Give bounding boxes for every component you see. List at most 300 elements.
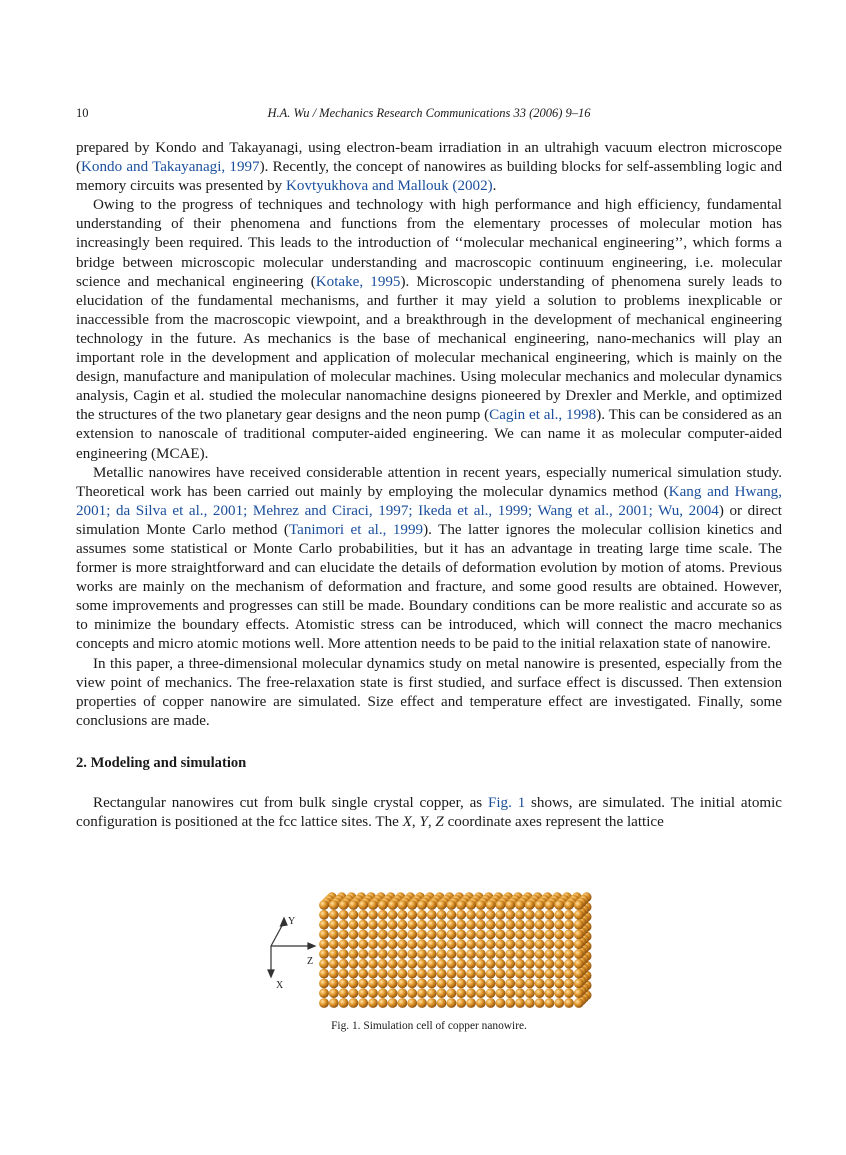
copper-atom	[447, 988, 457, 998]
copper-atom	[358, 939, 368, 949]
copper-atom	[388, 900, 398, 910]
copper-atom	[466, 939, 476, 949]
text-run: ,	[411, 814, 420, 831]
citation-link[interactable]: Kang and Hwang, 2001; da Silva et al., 2001; Mehrez and Ciraci, 1997; Ikeda et al., 1999; Wang et al., 2001; Wu, 2004	[76, 483, 783, 519]
copper-atom	[358, 988, 368, 998]
copper-atom	[339, 959, 349, 969]
copper-atom	[466, 900, 476, 910]
copper-atom	[545, 920, 555, 930]
copper-atom	[319, 920, 329, 930]
copper-atom	[378, 920, 388, 930]
copper-atom	[388, 988, 398, 998]
copper-atom	[319, 969, 329, 979]
copper-atom	[515, 998, 525, 1008]
copper-atom	[427, 949, 437, 959]
copper-atom	[564, 910, 574, 920]
copper-atom	[515, 910, 525, 920]
copper-atom	[525, 949, 535, 959]
copper-atom	[339, 988, 349, 998]
copper-atom	[564, 920, 574, 930]
copper-atom	[447, 939, 457, 949]
copper-atom	[515, 979, 525, 989]
copper-atom	[535, 959, 545, 969]
copper-atom	[505, 920, 515, 930]
copper-atom	[456, 969, 466, 979]
copper-atom	[525, 998, 535, 1008]
copper-atom	[398, 988, 408, 998]
copper-atom	[388, 969, 398, 979]
copper-atom	[496, 930, 506, 940]
copper-atom	[564, 998, 574, 1008]
copper-atom	[486, 900, 496, 910]
copper-atom	[407, 988, 417, 998]
copper-atom	[476, 979, 486, 989]
copper-atom	[535, 939, 545, 949]
copper-atom	[466, 910, 476, 920]
copper-atom	[515, 988, 525, 998]
copper-atom	[525, 979, 535, 989]
copper-atom	[525, 920, 535, 930]
citation-link[interactable]: Cagin et al., 1998	[489, 407, 597, 424]
copper-atom	[525, 910, 535, 920]
citation-link[interactable]: Kovtyukhova and Mallouk (2002)	[286, 178, 493, 195]
copper-atom	[368, 998, 378, 1008]
copper-atom	[554, 930, 564, 940]
copper-atom	[574, 969, 584, 979]
copper-atom	[447, 949, 457, 959]
figure-1	[260, 888, 600, 1013]
x-axis-arrowhead	[268, 970, 274, 977]
copper-atom	[554, 939, 564, 949]
copper-atom	[505, 930, 515, 940]
copper-atom	[447, 969, 457, 979]
copper-atom	[574, 910, 584, 920]
copper-atom	[368, 959, 378, 969]
intro-paragraphs	[76, 139, 782, 731]
copper-atom	[417, 920, 427, 930]
copper-atom	[476, 988, 486, 998]
copper-atom	[486, 959, 496, 969]
copper-atom	[339, 920, 349, 930]
copper-atom	[329, 979, 339, 989]
copper-atom	[447, 979, 457, 989]
copper-atom	[496, 939, 506, 949]
paragraph	[76, 139, 782, 196]
copper-atom	[358, 900, 368, 910]
copper-atom	[476, 930, 486, 940]
copper-atom	[554, 998, 564, 1008]
copper-atom	[388, 998, 398, 1008]
copper-atom	[378, 998, 388, 1008]
figure-caption: Fig. 1. Simulation cell of copper nanowire.	[331, 1020, 527, 1032]
copper-atom	[574, 949, 584, 959]
copper-atom	[378, 969, 388, 979]
nanowire-illustration	[260, 888, 600, 1013]
copper-atom	[378, 988, 388, 998]
copper-atom	[447, 959, 457, 969]
copper-atom	[319, 949, 329, 959]
copper-atom	[319, 979, 329, 989]
copper-atom	[456, 949, 466, 959]
copper-atom	[564, 969, 574, 979]
copper-atom	[339, 900, 349, 910]
copper-atom	[564, 930, 574, 940]
copper-atom	[417, 949, 427, 959]
copper-atom	[329, 959, 339, 969]
copper-atom	[398, 910, 408, 920]
copper-atom	[515, 900, 525, 910]
copper-atom	[339, 910, 349, 920]
copper-atom	[476, 998, 486, 1008]
copper-atom	[437, 920, 447, 930]
copper-atom	[447, 930, 457, 940]
copper-atom	[476, 939, 486, 949]
copper-atom	[339, 939, 349, 949]
copper-atom	[545, 959, 555, 969]
copper-atom	[427, 910, 437, 920]
copper-atom	[486, 988, 496, 998]
copper-atom	[486, 949, 496, 959]
copper-atom	[349, 900, 359, 910]
copper-atom	[378, 979, 388, 989]
copper-atom	[437, 910, 447, 920]
copper-atom	[427, 930, 437, 940]
text-run: Rectangular nanowires cut from bulk single crystal copper, as	[93, 795, 488, 811]
copper-atom	[388, 910, 398, 920]
copper-atom	[525, 988, 535, 998]
copper-atom	[466, 988, 476, 998]
copper-atom	[535, 979, 545, 989]
copper-atom	[447, 998, 457, 1008]
copper-atom	[407, 949, 417, 959]
copper-atom	[417, 959, 427, 969]
copper-atom	[349, 998, 359, 1008]
copper-atom	[358, 930, 368, 940]
copper-atom	[496, 969, 506, 979]
y-axis-arrowhead	[281, 918, 288, 926]
copper-atom	[486, 910, 496, 920]
italic-text: Y	[419, 814, 428, 831]
copper-atom	[358, 979, 368, 989]
copper-atom	[535, 900, 545, 910]
copper-atom	[525, 969, 535, 979]
copper-atom	[515, 959, 525, 969]
copper-atom	[476, 910, 486, 920]
paragraph	[76, 464, 782, 655]
copper-atom	[349, 920, 359, 930]
copper-atom	[535, 969, 545, 979]
copper-atom	[574, 998, 584, 1008]
text-run: .	[492, 178, 497, 195]
page-number: 10	[76, 106, 89, 120]
copper-atom	[515, 969, 525, 979]
copper-atom	[329, 910, 339, 920]
copper-atom	[378, 939, 388, 949]
copper-atom	[368, 949, 378, 959]
copper-atom	[388, 930, 398, 940]
copper-atom	[407, 910, 417, 920]
page-header	[76, 106, 782, 124]
copper-atom	[466, 949, 476, 959]
copper-atom	[456, 979, 466, 989]
text-run: ). The latter ignores the molecular collision kinetics and assumes some statistical or Monte Carlo probabilities, but it has an advantage in treating large time scale. The former is more straightforward and can elucidate the details of deformation evolution by motion of atoms. Previous works are mainly on the mechanism of deformation and fracture, and some good results are obtained. However, some improvements and progresses can still be made. Boundary conditions can be more realistic and accurate so as to minimize the boundary effects. Atomistic stress can be introduced, which will connect the macro mechanics concepts and micro atomic motions well. More attention needs to be paid to the initial relaxation state of nanowire.	[76, 521, 782, 653]
text-run: ). Recently, the concept of nanowires as building blocks for self-assembling logic and memory circuits was presented by	[76, 159, 782, 195]
copper-atom	[437, 900, 447, 910]
copper-atom	[437, 988, 447, 998]
text-run: prepared by Kondo and Takayanagi, using electron-beam irradiation in an ultrahigh vacuum electron microscope (	[76, 140, 782, 176]
copper-atom	[437, 949, 447, 959]
copper-atom	[417, 910, 427, 920]
copper-atom	[525, 930, 535, 940]
copper-atom	[427, 939, 437, 949]
copper-atom	[329, 969, 339, 979]
copper-atom	[456, 900, 466, 910]
copper-atom	[388, 949, 398, 959]
section-title: 2. Modeling and simulation	[76, 754, 247, 771]
copper-atom	[398, 998, 408, 1008]
copper-atom	[417, 988, 427, 998]
copper-atom	[564, 979, 574, 989]
copper-atom	[319, 988, 329, 998]
paragraph	[76, 655, 782, 731]
copper-atom	[398, 959, 408, 969]
copper-atom	[486, 939, 496, 949]
copper-atom	[564, 939, 574, 949]
copper-atom	[456, 959, 466, 969]
copper-atom	[535, 920, 545, 930]
copper-atom	[466, 930, 476, 940]
y-axis-label: Y	[288, 916, 296, 927]
copper-atom	[486, 969, 496, 979]
text-run: ,	[427, 814, 436, 831]
copper-atom	[368, 900, 378, 910]
copper-atom	[505, 979, 515, 989]
copper-atom	[505, 959, 515, 969]
copper-atom	[476, 959, 486, 969]
copper-atom	[505, 900, 515, 910]
copper-atom	[545, 979, 555, 989]
copper-atom	[388, 939, 398, 949]
copper-atom	[378, 900, 388, 910]
copper-atom	[349, 959, 359, 969]
copper-atom	[319, 959, 329, 969]
copper-atom	[496, 979, 506, 989]
copper-atom	[515, 939, 525, 949]
copper-atom	[329, 900, 339, 910]
copper-atom	[456, 939, 466, 949]
copper-atom	[319, 939, 329, 949]
copper-atom	[349, 988, 359, 998]
copper-atom	[574, 930, 584, 940]
copper-atom	[525, 939, 535, 949]
copper-atom	[427, 998, 437, 1008]
copper-atom	[407, 959, 417, 969]
copper-atom	[388, 920, 398, 930]
copper-atom	[407, 900, 417, 910]
copper-atom	[496, 900, 506, 910]
copper-atom	[329, 998, 339, 1008]
section-paragraph	[76, 794, 782, 832]
copper-atom	[535, 988, 545, 998]
copper-atom	[447, 910, 457, 920]
copper-atom	[515, 920, 525, 930]
copper-atom	[329, 949, 339, 959]
copper-atom	[515, 949, 525, 959]
copper-atom	[417, 900, 427, 910]
copper-atom	[535, 910, 545, 920]
copper-atom	[427, 988, 437, 998]
copper-atom	[535, 949, 545, 959]
copper-atom	[554, 959, 564, 969]
copper-atom	[319, 930, 329, 940]
citation-link[interactable]: Kondo and Takayanagi, 1997	[81, 159, 260, 176]
copper-atom	[447, 900, 457, 910]
text-run: ) or direct simulation Monte Carlo method (	[76, 502, 782, 538]
citation-link[interactable]: Tanimori et al., 1999	[288, 521, 424, 538]
text-run: Owing to the progress of techniques and technology with high performance and high efficiency, fundamental understanding of their phenomena and functions from the elementary processes of molecular motion has increasingly been required. This leads to the introduction of ‘‘molecular mechanical engineering’’, which forms a bridge between microscopic molecular understanding and macroscopic continuum engineering, i.e. molecular science and mechanical engineering (	[76, 197, 782, 290]
text-run: coordinate axes represent the lattice	[443, 814, 664, 831]
copper-atom	[368, 930, 378, 940]
copper-atom	[525, 959, 535, 969]
copper-atom	[329, 930, 339, 940]
copper-atom	[554, 969, 564, 979]
copper-atom	[505, 988, 515, 998]
copper-atom	[505, 949, 515, 959]
copper-atom	[407, 939, 417, 949]
copper-atom	[398, 930, 408, 940]
copper-atom	[456, 998, 466, 1008]
copper-atom	[496, 910, 506, 920]
copper-atom	[388, 959, 398, 969]
copper-atom	[456, 920, 466, 930]
copper-atom	[515, 930, 525, 940]
copper-atom	[398, 900, 408, 910]
copper-atom	[564, 900, 574, 910]
copper-atom	[486, 930, 496, 940]
copper-atom	[339, 969, 349, 979]
copper-atom	[437, 959, 447, 969]
citation-link[interactable]: Kotake, 1995	[315, 273, 401, 290]
copper-atom	[427, 920, 437, 930]
z-axis-arrowhead	[308, 943, 315, 949]
copper-atom	[564, 959, 574, 969]
copper-atom	[486, 998, 496, 1008]
text-run: Metallic nanowires have received considerable attention in recent years, especially numerical simulation study. Theoretical work has been carried out mainly by employing the molecular dynamics method (	[76, 464, 782, 500]
text-run: In this paper, a three-dimensional molecular dynamics study on metal nanowire is presented, especially from the view point of mechanics. The free-relaxation state is first studied, and surface effect is discussed. Then extension properties of copper nanowire are simulated. Size effect and temperature effect are investigated. Finally, some conclusions are made.	[76, 655, 782, 729]
copper-atom	[545, 900, 555, 910]
copper-atom	[349, 939, 359, 949]
copper-atom	[476, 900, 486, 910]
paragraph	[76, 196, 782, 463]
copper-atom	[339, 979, 349, 989]
copper-atom	[545, 998, 555, 1008]
copper-atom	[437, 998, 447, 1008]
copper-atom	[466, 998, 476, 1008]
copper-atom	[535, 930, 545, 940]
copper-atom	[574, 988, 584, 998]
italic-text: X	[402, 814, 412, 831]
copper-atom	[574, 920, 584, 930]
copper-atom	[407, 920, 417, 930]
copper-atom	[545, 969, 555, 979]
text-run: ). Microscopic understanding of phenomena surely leads to elucidation of the fundamental mechanisms, and further it may yield a solution to problems inexplicable or inaccessible from the macroscopic viewpoint, and a breakthrough in the development of mechanical engineering technology in the future. As mechanics is the base of mechanical engineering, nano-mechanics will play an important role in the development and application of molecular mechanical engineering, which is mainly on the design, manufacture and manipulation of molecular machines. Using molecular mechanics and molecular dynamics analysis, Cagin et al. studied the molecular nanomachine designs pioneered by Drexler and Merkle, and optimized the structures of the two planetary gear designs and the neon pump (	[76, 273, 782, 424]
copper-atom	[574, 900, 584, 910]
copper-atom	[564, 949, 574, 959]
copper-atom	[329, 988, 339, 998]
copper-atom	[378, 959, 388, 969]
copper-atom	[358, 949, 368, 959]
copper-atom	[466, 959, 476, 969]
copper-atom	[554, 910, 564, 920]
copper-atom	[368, 910, 378, 920]
copper-atom	[545, 910, 555, 920]
copper-atom	[505, 910, 515, 920]
copper-atom	[417, 979, 427, 989]
copper-atom	[427, 959, 437, 969]
x-axis-label: X	[276, 980, 284, 991]
copper-atom	[319, 998, 329, 1008]
copper-atom	[545, 988, 555, 998]
copper-atom	[358, 920, 368, 930]
copper-atom	[407, 979, 417, 989]
copper-atom	[398, 939, 408, 949]
copper-atom	[368, 969, 378, 979]
copper-atom	[378, 930, 388, 940]
copper-atom	[388, 979, 398, 989]
copper-atom	[505, 969, 515, 979]
copper-atom	[437, 939, 447, 949]
copper-atom	[378, 949, 388, 959]
copper-atom	[574, 939, 584, 949]
copper-atom	[398, 920, 408, 930]
copper-atom	[456, 910, 466, 920]
copper-atom	[368, 920, 378, 930]
copper-atom	[368, 979, 378, 989]
copper-atom	[358, 910, 368, 920]
copper-atom	[554, 988, 564, 998]
copper-atom	[564, 988, 574, 998]
copper-atom	[427, 979, 437, 989]
copper-atom	[505, 939, 515, 949]
copper-atom	[545, 949, 555, 959]
italic-text: Z	[435, 814, 444, 831]
copper-atom	[427, 969, 437, 979]
copper-atom	[368, 939, 378, 949]
z-axis-label: Z	[307, 956, 314, 967]
text-run: shows, are simulated. The initial atomic configuration is positioned at the fcc lattice sites. The	[76, 795, 783, 831]
copper-atom	[496, 920, 506, 930]
copper-atom	[447, 920, 457, 930]
copper-atom	[358, 959, 368, 969]
copper-atom	[574, 959, 584, 969]
citation-link[interactable]: Fig. 1	[487, 795, 526, 811]
copper-atom	[378, 910, 388, 920]
copper-atom	[505, 998, 515, 1008]
copper-atom	[329, 920, 339, 930]
copper-atom	[456, 988, 466, 998]
copper-atom	[466, 979, 476, 989]
copper-atom	[476, 969, 486, 979]
copper-atom	[496, 959, 506, 969]
copper-atom	[437, 979, 447, 989]
copper-atom	[407, 998, 417, 1008]
copper-atom	[554, 920, 564, 930]
copper-atom	[496, 949, 506, 959]
copper-atom	[545, 930, 555, 940]
copper-atom	[368, 988, 378, 998]
copper-atom	[349, 949, 359, 959]
copper-atom	[349, 930, 359, 940]
